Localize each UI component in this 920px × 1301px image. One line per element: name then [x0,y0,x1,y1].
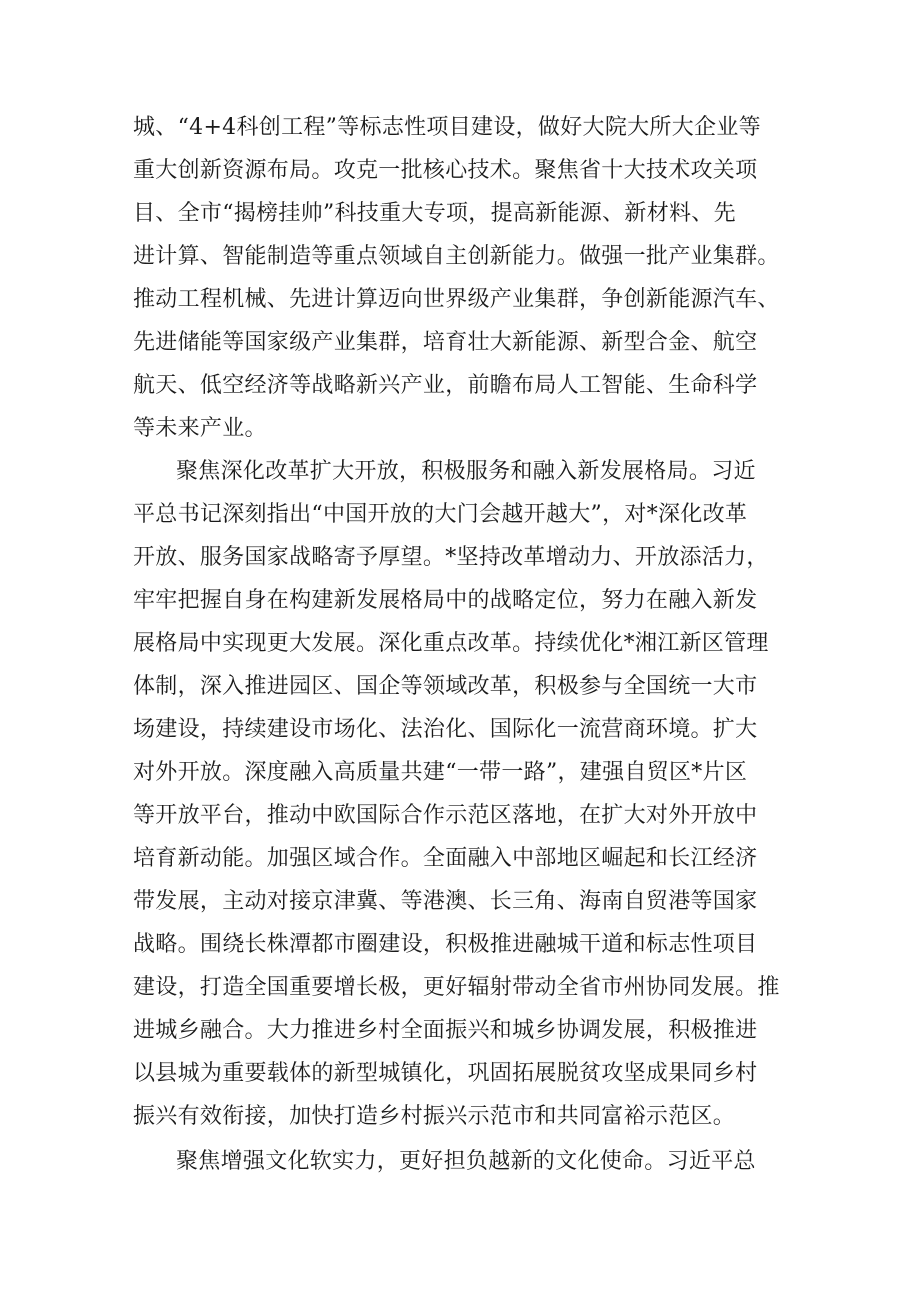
text-line: 目、全市“揭榜挂帅”科技重大专项，提高新能源、新材料、先 [133,201,736,226]
text-line: 进计算、智能制造等重点领域自主创新能力。做强一批产业集群。 [133,244,780,269]
text-line: 城、“4+4科创工程”等标志性项目建设，做好大院大所大企业等 [133,115,761,140]
text-line: 开放、服务国家战略寄予厚望。*坚持改革增动力、开放添活力， [133,545,769,570]
text-line: 等开放平台，推动中欧国际合作示范区落地，在扩大对外开放中 [133,803,758,828]
text-line: 对外开放。深度融入高质量共建“一带一路”，建强自贸区*片区 [133,760,748,785]
text-line: 牢牢把握自身在构建新发展格局中的战略定位，努力在融入新发 [133,588,758,613]
paragraph-start-line: 聚焦增强文化软实力，更好担负越新的文化使命。习近平总 [176,1149,756,1174]
text-line: 振兴有效衔接，加快打造乡村振兴示范市和共同富裕示范区。 [133,1104,736,1129]
text-line: 战略。围绕长株潭都市圈建设，积极推进融城干道和标志性项目 [133,932,758,957]
text-line: 推动工程机械、先进计算迈向世界级产业集群，争创新能源汽车、 [133,287,780,312]
text-line: 培育新动能。加强区域合作。全面融入中部地区崛起和长江经济 [133,846,758,871]
text-line: 体制，深入推进园区、国企等领域改革，积极参与全国统一大市 [133,674,758,699]
text-line: 先进储能等国家级产业集群，培育壮大新能源、新型合金、航空 [133,330,758,355]
text-line: 以县城为重要载体的新型城镇化，巩固拓展脱贫攻坚成果同乡村 [133,1061,758,1086]
text-line: 场建设，持续建设市场化、法治化、国际化一流营商环境。扩大 [133,717,758,742]
paragraph-start-line: 聚焦深化改革扩大开放，积极服务和融入新发展格局。习近 [176,459,756,484]
text-line: 进城乡融合。大力推进乡村全面振兴和城乡协调发展，积极推进 [133,1018,758,1043]
text-line: 平总书记深刻指出“中国开放的大门会越开越大”，对*深化改革 [133,502,748,527]
text-line: 建设，打造全国重要增长极，更好辐射带动全省市州协同发展。推 [133,975,780,1000]
text-line: 带发展，主动对接京津冀、等港澳、长三角、海南自贸港等国家 [133,889,758,914]
text-line: 展格局中实现更大发展。深化重点改革。持续优化*湘江新区管理 [133,631,769,656]
text-line: 重大创新资源布局。攻克一批核心技术。聚焦省十大技术攻关项 [133,158,758,183]
text-line: 等未来产业。 [133,416,267,441]
text-line: 航天、低空经济等战略新兴产业，前瞻布局人工智能、生命科学 [133,373,758,398]
